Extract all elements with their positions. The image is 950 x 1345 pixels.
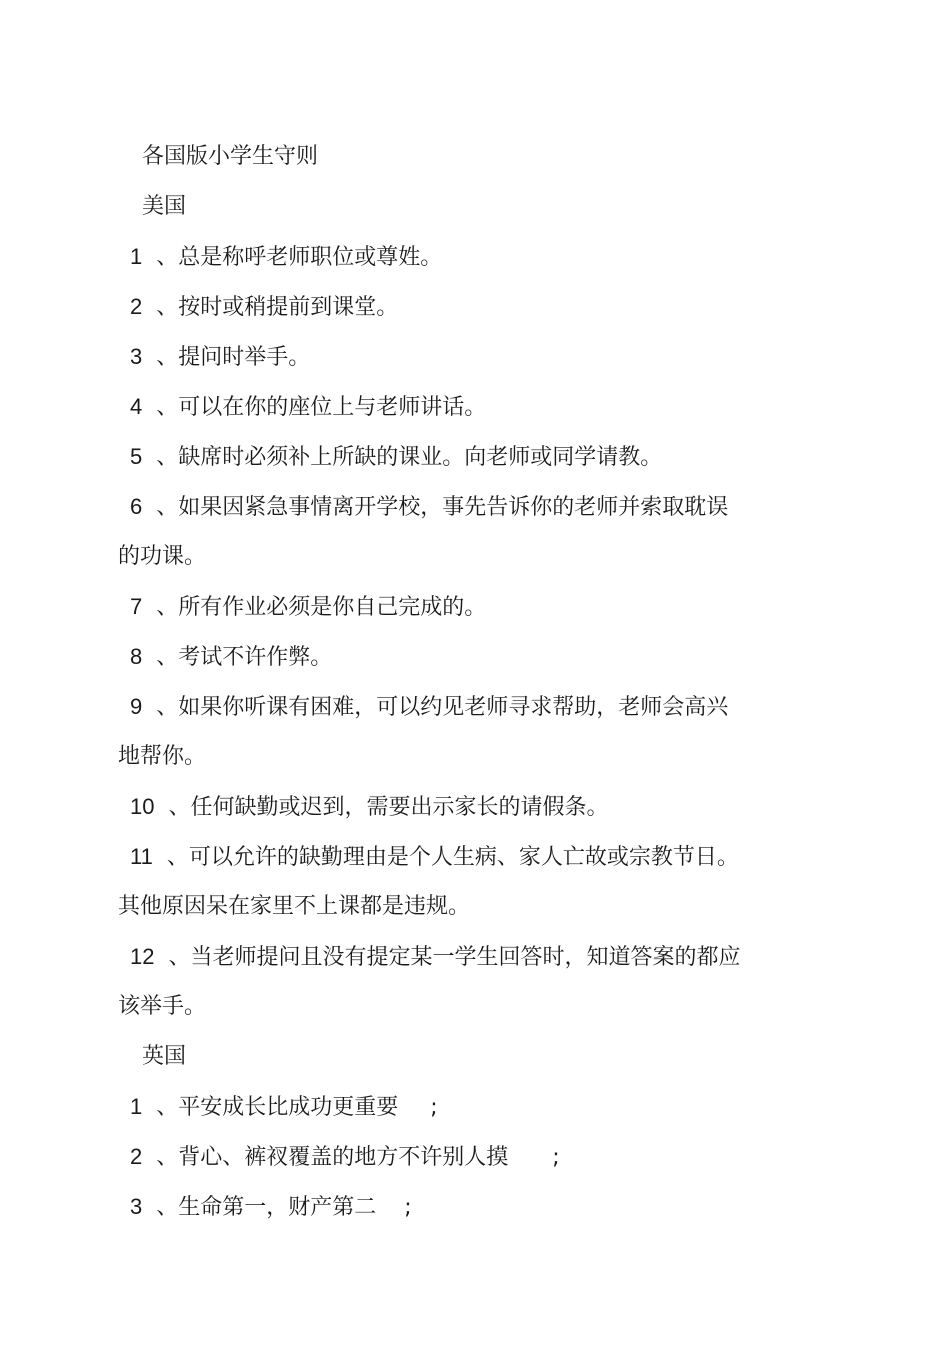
- item-semicolon: ;: [430, 1095, 438, 1120]
- item-number: 3: [130, 344, 143, 369]
- list-item: [118, 582, 778, 632]
- item-separator: 、: [156, 445, 179, 470]
- list-item: [118, 482, 778, 532]
- item-text: 背心、裤衩覆盖的地方不许别人摸: [178, 1145, 509, 1170]
- item-separator: 、: [156, 245, 179, 270]
- item-separator: 、: [156, 1195, 179, 1220]
- list-item-continuation: 该举手。: [118, 994, 207, 1019]
- item-number: 9: [130, 694, 143, 719]
- item-text: 提问时举手。: [178, 345, 311, 370]
- item-number: 1: [130, 1094, 143, 1119]
- item-text: 任何缺勤或迟到，需要出示家长的请假条。: [190, 795, 609, 820]
- item-text: 如果你听课有困难，可以约见老师寻求帮助，老师会高兴: [178, 695, 729, 720]
- item-text: 缺席时必须补上所缺的课业。向老师或同学请教。: [178, 445, 663, 470]
- item-separator: 、: [156, 395, 179, 420]
- item-number: 8: [130, 644, 143, 669]
- item-number: 10: [130, 794, 155, 819]
- list-item: [118, 282, 778, 332]
- item-number: 11: [130, 844, 153, 869]
- list-item-continuation: 其他原因呆在家里不上课都是违规。: [118, 894, 471, 919]
- list-item: [118, 1082, 778, 1132]
- list-item: [118, 632, 778, 682]
- item-text: 总是称呼老师职位或尊姓。: [178, 245, 443, 270]
- item-text: 当老师提问且没有提定某一学生回答时，知道答案的都应: [190, 945, 741, 970]
- document-title: 各国版小学生守则: [142, 144, 319, 169]
- list-item: [118, 232, 778, 282]
- list-item: [118, 432, 778, 482]
- list-item: [118, 782, 778, 832]
- item-text: 可以允许的缺勤理由是个人生病、家人亡故或宗教节日。: [188, 845, 739, 870]
- item-number: 3: [130, 1194, 143, 1219]
- item-number: 4: [130, 394, 143, 419]
- item-number: 7: [130, 594, 143, 619]
- item-separator: 、: [156, 645, 179, 670]
- item-text: 生命第一，财产第二: [178, 1195, 377, 1220]
- item-separator: 、: [168, 945, 191, 970]
- item-number: 2: [130, 1144, 143, 1169]
- item-separator: 、: [156, 595, 179, 620]
- list-item-continuation: 地帮你。: [118, 744, 207, 769]
- item-separator: 、: [156, 295, 179, 320]
- list-item: [118, 1132, 778, 1182]
- item-separator: 、: [168, 795, 191, 820]
- document-content: [118, 132, 778, 1232]
- item-number: 12: [130, 944, 155, 969]
- item-semicolon: ;: [404, 1195, 412, 1220]
- item-separator: 、: [156, 695, 179, 720]
- item-number: 1: [130, 244, 143, 269]
- item-text: 如果因紧急事情离开学校，事先告诉你的老师并索取耽误: [178, 495, 729, 520]
- item-number: 5: [130, 444, 143, 469]
- item-number: 6: [130, 494, 143, 519]
- item-number: 2: [130, 294, 143, 319]
- item-separator: 、: [156, 345, 179, 370]
- item-text: 可以在你的座位上与老师讲话。: [178, 395, 487, 420]
- item-text: 平安成长比成功更重要: [178, 1095, 399, 1120]
- item-separator: 、: [156, 1145, 179, 1170]
- section-heading-uk: 英国: [142, 1044, 187, 1069]
- item-text: 按时或稍提前到课堂。: [178, 295, 399, 320]
- item-semicolon: ;: [552, 1145, 560, 1170]
- item-separator: 、: [156, 495, 179, 520]
- list-item: [118, 332, 778, 382]
- list-item: [118, 682, 778, 732]
- list-item-continuation: 的功课。: [118, 544, 207, 569]
- list-item: [118, 382, 778, 432]
- item-separator: 、: [166, 845, 189, 870]
- list-item: [118, 932, 778, 982]
- list-item: [118, 1182, 778, 1232]
- item-text: 所有作业必须是你自己完成的。: [178, 595, 487, 620]
- list-item: [118, 832, 778, 882]
- item-text: 考试不许作弊。: [178, 645, 333, 670]
- section-heading-usa: 美国: [142, 194, 187, 219]
- item-separator: 、: [156, 1095, 179, 1120]
